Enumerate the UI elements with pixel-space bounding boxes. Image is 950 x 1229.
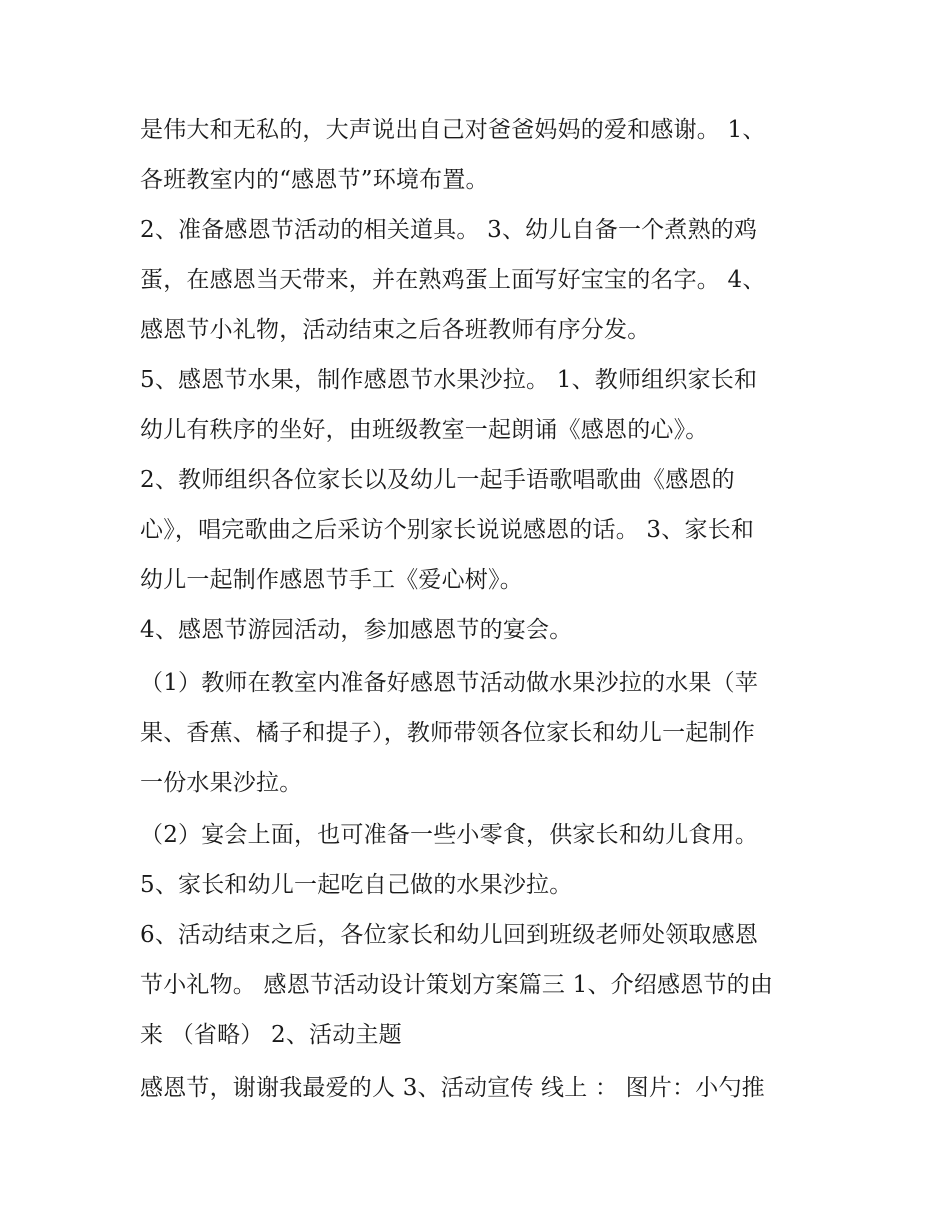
text-line-8: 2、教师组织各位家长以及幼儿一起手语歌唱歌曲《感恩的 [140,467,735,493]
text-line-10: 幼儿一起制作感恩节手工《爱心树》。 [140,567,523,593]
text-line-7: 幼儿有秩序的坐好，由班级教室一起朗诵《感恩的心》。 [140,417,709,443]
text-line-5: 感恩节小礼物，活动结束之后各班教师有序分发。 [140,317,651,343]
text-line-11: 4、感恩节游园活动，参加感恩节的宴会。 [140,617,573,643]
text-line-19: 来 （省略） 2、活动主题 [140,1022,402,1048]
text-line-12: （1）教师在教室内准备好感恩节活动做水果沙拉的水果（苹 [140,670,759,696]
text-line-13: 果、香蕉、橘子和提子），教师带领各位家长和幼儿一起制作 [140,720,755,746]
text-line-9: 心》，唱完歌曲之后采访个别家长说说感恩的话。 3、家长和 [140,517,755,543]
text-line-1: 是伟大和无私的，大声说出自己对爸爸妈妈的爱和感谢。 1、 [140,117,766,143]
text-line-16: 5、家长和幼儿一起吃自己做的水果沙拉。 [140,872,573,898]
text-line-14: 一份水果沙拉。 [140,770,303,796]
text-line-17: 6、活动结束之后，各位家长和幼儿回到班级老师处领取感恩 [140,922,759,948]
text-line-2: 各班教室内的“感恩节”环境布置。 [140,167,489,193]
text-line-15: （2）宴会上面，也可准备一些小零食，供家长和幼儿食用。 [140,822,759,848]
text-line-18: 节小礼物。 感恩节活动设计策划方案篇三 1、介绍感恩节的由 [140,972,774,998]
text-line-6: 5、感恩节水果，制作感恩节水果沙拉。 1、教师组织家长和 [140,367,758,393]
text-line-20: 感恩节，谢谢我最爱的人 3、活动宣传 线上 ： 图片：小勺推 [140,1075,765,1101]
text-line-4: 蛋，在感恩当天带来，并在熟鸡蛋上面写好宝宝的名字。 4、 [140,267,766,293]
text-line-3: 2、准备感恩节活动的相关道具。 3、幼儿自备一个煮熟的鸡 [140,217,758,243]
